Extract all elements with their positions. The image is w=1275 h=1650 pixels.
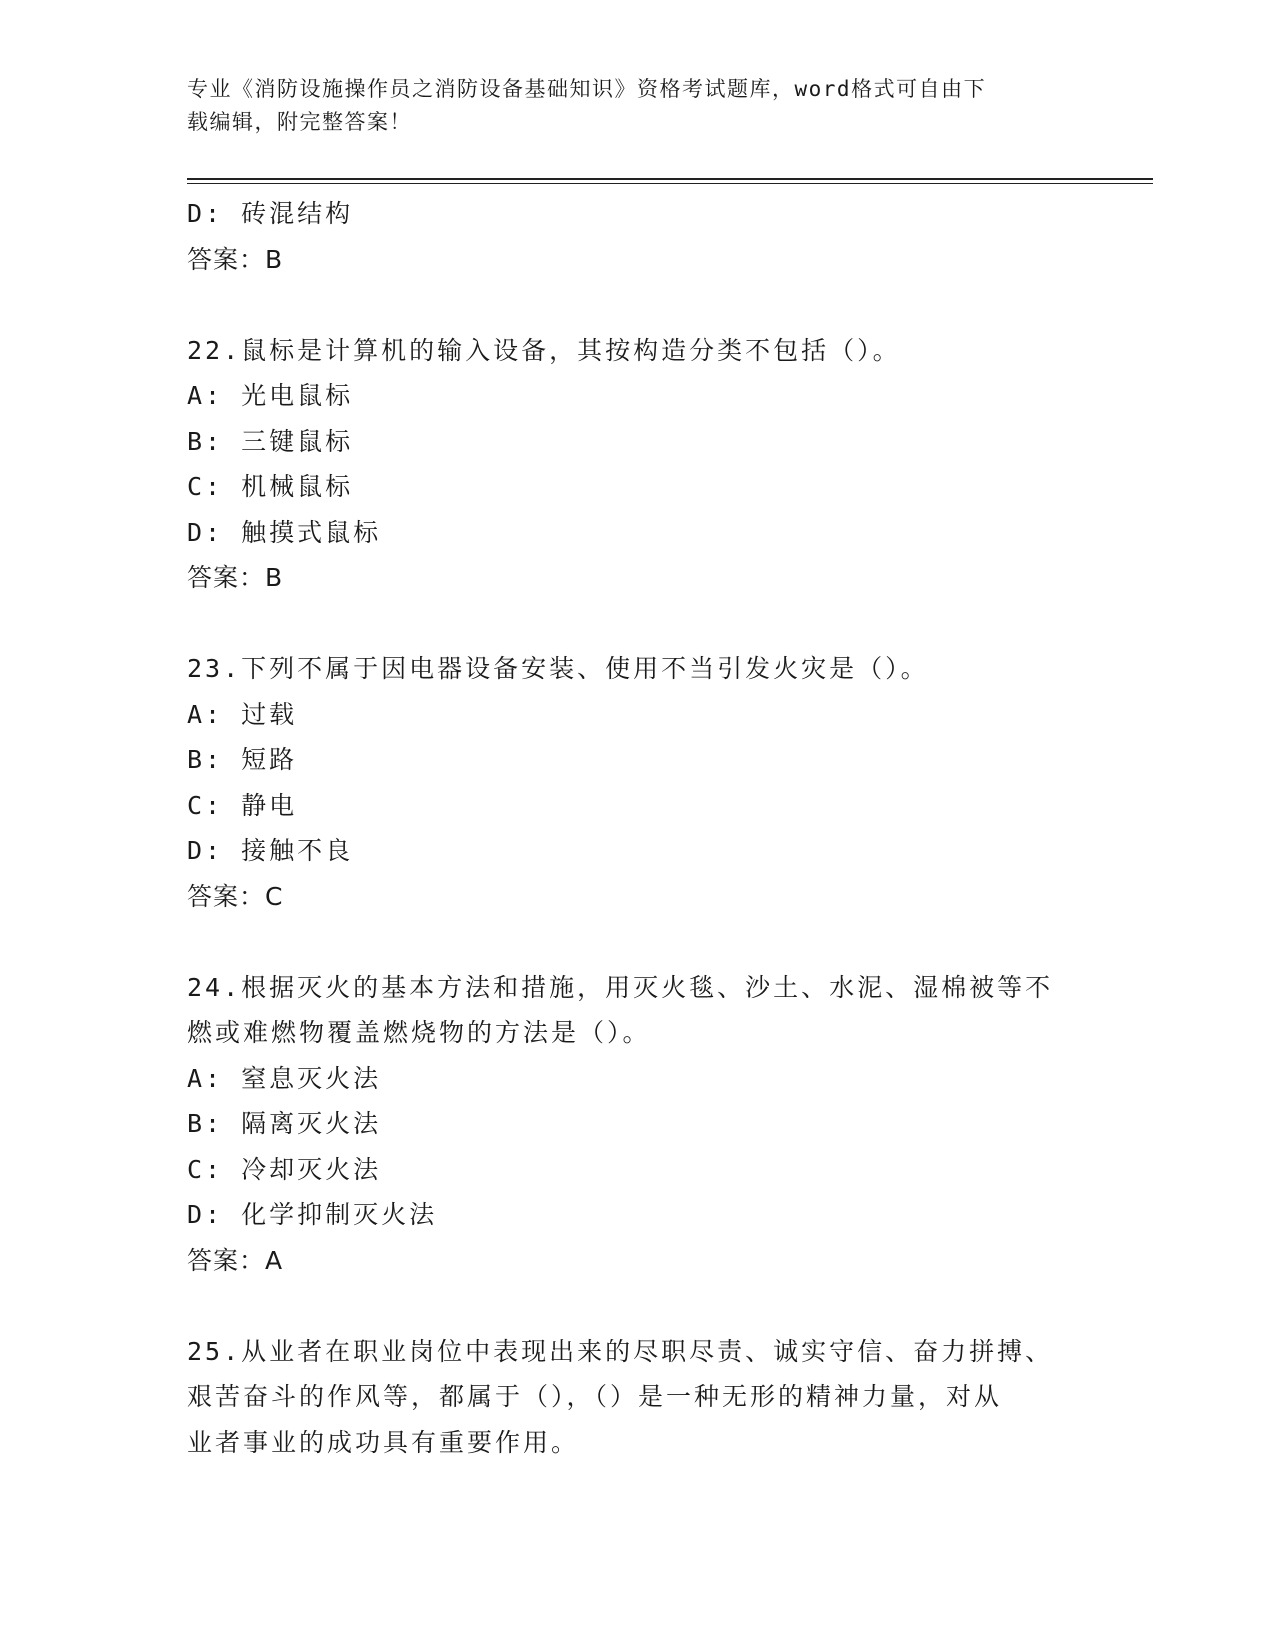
answer: 答案：A <box>187 1245 284 1275</box>
stem-line: 业者事业的成功具有重要作用。 <box>187 1427 580 1457</box>
question-stem <box>187 1329 1087 1466</box>
option-a: A: 光电鼠标 <box>187 381 354 410</box>
question-list <box>187 191 1087 1465</box>
header-divider <box>187 178 1153 184</box>
option-d: D: 化学抑制灭火法 <box>187 1200 438 1229</box>
option-d: D: 触摸式鼠标 <box>187 517 382 547</box>
prev-answer: 答案：B <box>187 244 284 274</box>
question-stem <box>187 965 1087 1056</box>
question-stem <box>187 646 1087 692</box>
option-a: A: 窒息灭火法 <box>187 1063 382 1093</box>
stem-line: 23.下列不属于因电器设备安装、使用不当引发火灾是（）。 <box>187 654 929 683</box>
question-25 <box>187 1329 1087 1466</box>
question-24 <box>187 965 1087 1284</box>
header-line-1: 专业《消防设施操作员之消防设备基础知识》资格考试题库，word格式可自由下 <box>187 77 987 101</box>
stem-line: 24.根据灭火的基本方法和措施，用灭火毯、沙土、水泥、湿棉被等不 <box>187 972 1054 1002</box>
question-23 <box>187 646 1087 919</box>
option-a: A: 过载 <box>187 699 298 729</box>
answer: 答案：B <box>187 563 284 592</box>
question-stem <box>187 328 1087 374</box>
stem-line: 艰苦奋斗的作风等，都属于（），（）是一种无形的精神力量，对从 <box>187 1382 1003 1411</box>
prev-option-d: D: 砖混结构 <box>187 199 354 228</box>
option-d: D: 接触不良 <box>187 836 354 865</box>
option-b: B: 三键鼠标 <box>187 426 354 456</box>
option-c: C: 静电 <box>187 790 298 820</box>
option-b: B: 隔离灭火法 <box>187 1109 382 1138</box>
stem-line: 25.从业者在职业岗位中表现出来的尽职尽责、诚实守信、奋力拼搏、 <box>187 1336 1054 1366</box>
option-b: B: 短路 <box>187 745 298 774</box>
question-22 <box>187 328 1087 601</box>
stem-line: 22.鼠标是计算机的输入设备，其按构造分类不包括（）。 <box>187 335 901 365</box>
header-line-2: 载编辑，附完整答案！ <box>187 110 412 134</box>
option-c: C: 冷却灭火法 <box>187 1154 382 1184</box>
answer: 答案：C <box>187 881 284 911</box>
option-c: C: 机械鼠标 <box>187 472 354 501</box>
page-header <box>187 73 1087 139</box>
stem-line: 燃或难燃物覆盖燃烧物的方法是（）。 <box>187 1018 651 1047</box>
